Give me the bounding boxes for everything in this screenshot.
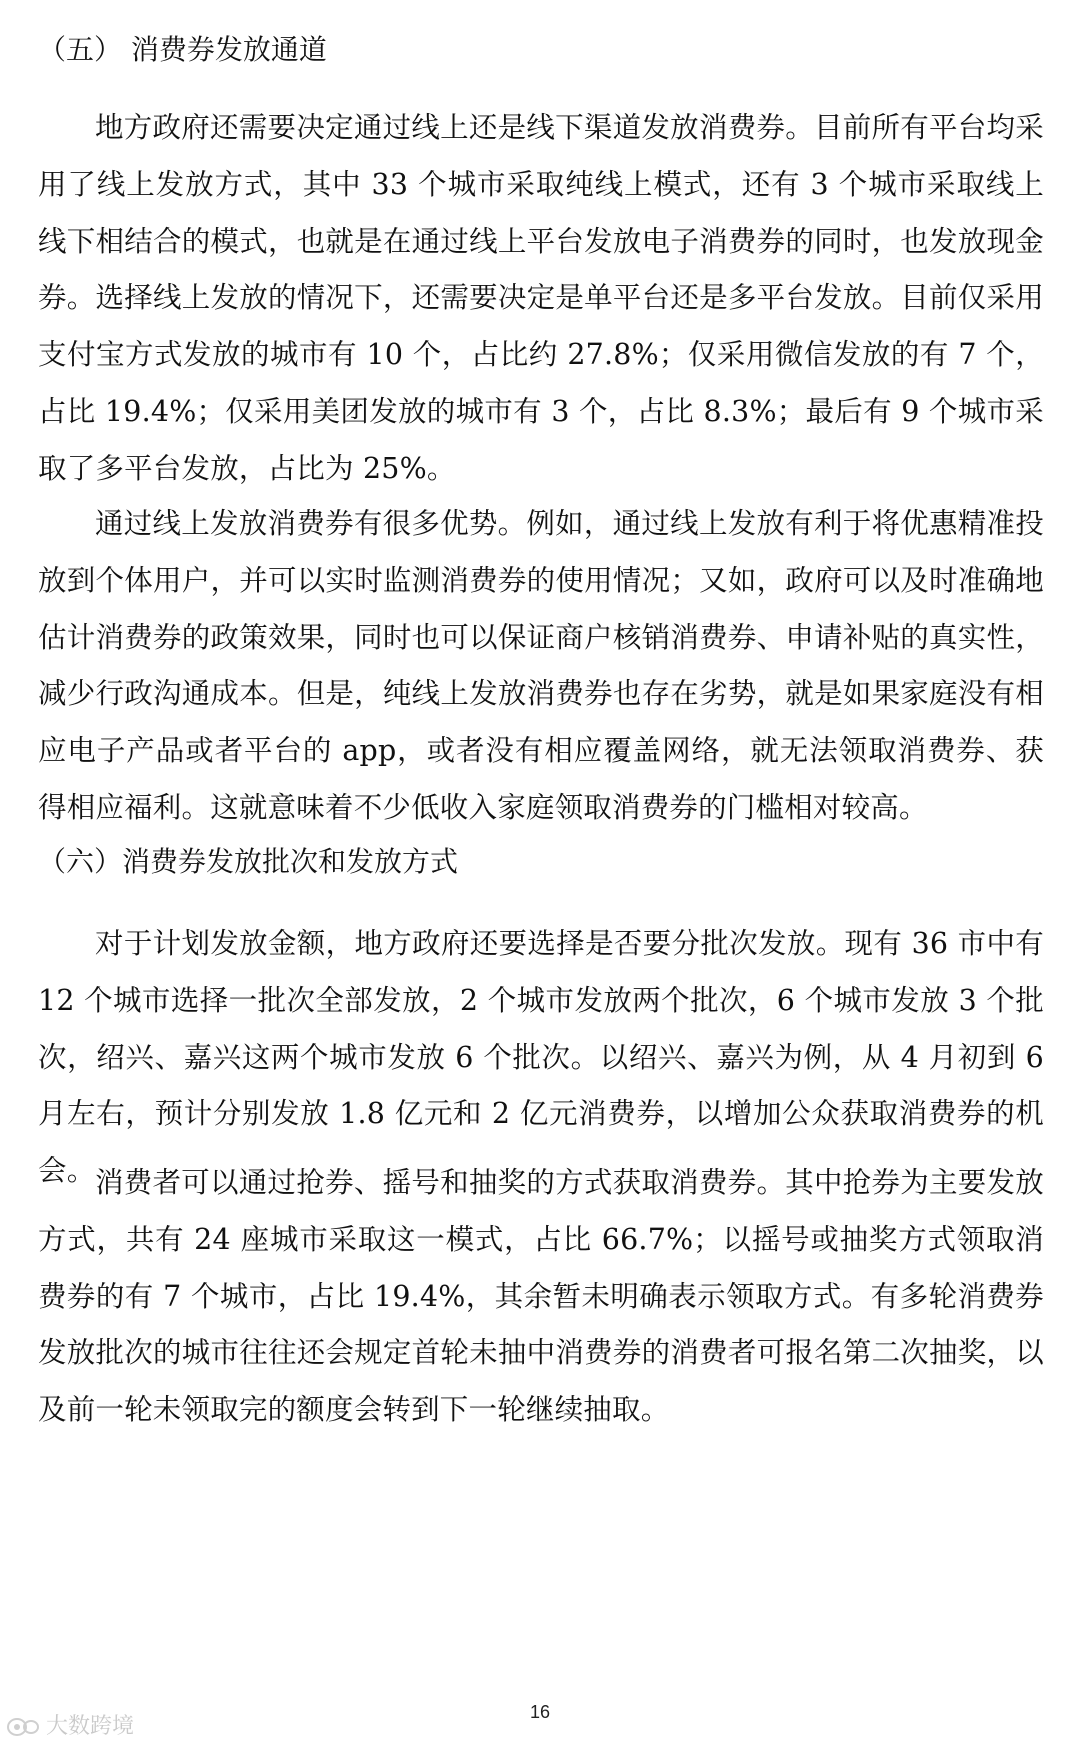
page-number: 16	[529, 1702, 551, 1722]
section-heading-5: （五） 消费券发放通道	[38, 33, 327, 66]
paragraph-distribution-methods: 消费者可以通过抢券、摇号和抽奖的方式获取消费券。其中抢券为主要发放方式，共有 24 座城市采取这一模式，占比 66.7%；以摇号或抽奖方式领取消费券的有 7 个城市，占比 19.4%，其余暂未明确表示领取方式。有多轮消费券发放批次的城市往往还会规定首轮未抽中消费券的消费者可报名第二次抽奖，以及前一轮未领取完的额度会转到下一轮继续抽取。	[38, 1166, 1044, 1427]
watermark	[6, 1712, 134, 1742]
eye-logo-icon	[6, 1716, 40, 1738]
section-heading-6: （六）消费券发放批次和发放方式	[38, 845, 459, 878]
paragraph-distribution-channels: 地方政府还需要决定通过线上还是线下渠道发放消费券。目前所有平台均采用了线上发放方式，其中 33 个城市采取纯线上模式，还有 3 个城市采取线上线下相结合的模式，也就是在通过线上平台发放电子消费券的同时，也发放现金券。选择线上发放的情况下，还需要决定是单平台还是多平台发放。目前仅采用支付宝方式发放的城市有 10 个，占比约 27.8%；仅采用微信发放的有 7 个，占比 19.4%；仅采用美团发放的城市有 3 个，占比 8.3%；最后有 9 个城市采取了多平台发放，占比为 25%。	[38, 111, 1044, 485]
paragraph-online-advantages: 通过线上发放消费券有很多优势。例如，通过线上发放有利于将优惠精准投放到个体用户，并可以实时监测消费券的使用情况；又如，政府可以及时准确地估计消费券的政策效果，同时也可以保证商户核销消费券、申请补贴的真实性，减少行政沟通成本。但是，纯线上发放消费券也存在劣势，就是如果家庭没有相应电子产品或者平台的 app，或者没有相应覆盖网络，就无法领取消费券、获得相应福利。这就意味着不少低收入家庭领取消费券的门槛相对较高。	[38, 507, 1044, 824]
paragraph-batches: 对于计划发放金额，地方政府还要选择是否要分批次发放。现有 36 市中有 12 个城市选择一批次全部发放，2 个城市发放两个批次，6 个城市发放 3 个批次，绍兴、嘉兴这两个城市发放 6 个批次。以绍兴、嘉兴为例，从 4 月初到 6 月左右，预计分别发放 1.8 亿元和 2 亿元消费券，以增加公众获取消费券的机会。	[38, 927, 1044, 1188]
watermark-text: 大数跨境	[46, 1714, 135, 1739]
